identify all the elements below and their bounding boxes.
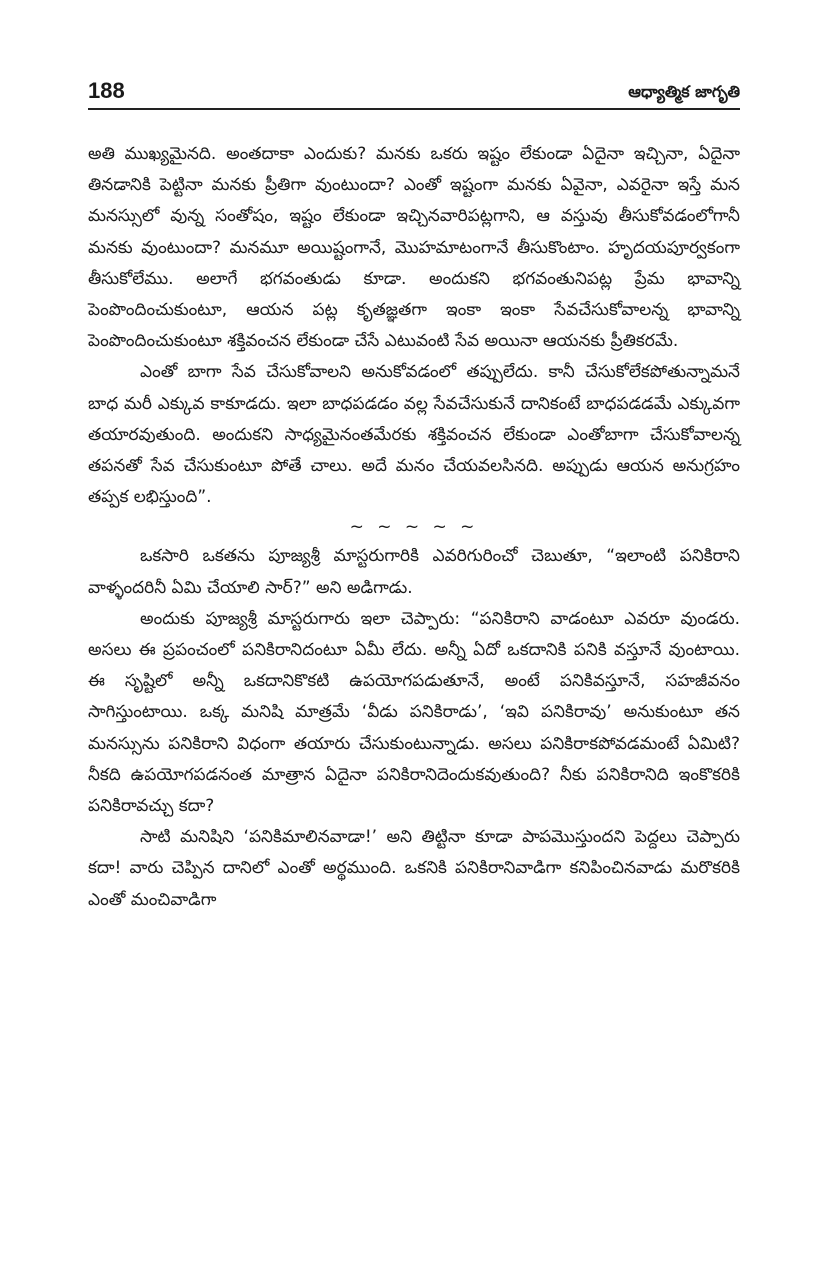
page-body bbox=[88, 139, 740, 916]
section-separator: ~ ~ ~ ~ ~ bbox=[349, 517, 479, 538]
paragraph-2: ఎంతో బాగా సేవ చేసుకోవాలని అనుకోవడంలో తప్పులేదు. కానీ చేసుకోలేకపోతున్నామనే బాధ మరీ ఎక్కువ కాకూడదు. ఇలా బాధపడడం వల్ల సేవచేసుకునే దానికంటే బాధపడడమే ఎక్కువగా తయారవుతుంది. అందుకని సాధ్యమైనంతమేరకు శక్తివంచన లేకుండా ఎంతోబాగా చేసుకోవాలన్న తపనతో సేవ చేసుకుంటూ పోతే చాలు. అదే మనం చేయవలసినది. అప్పుడు ఆయన అనుగ్రహం తప్పక లభిస్తుంది”. bbox=[88, 362, 740, 508]
paragraph-5: సాటి మనిషిని ‘పనికిమాలినవాడా!’ అని తిట్టినా కూడా పాపమొస్తుందని పెద్దలు చెప్పారు కదా! వారు చెప్పిన దానిలో ఎంతో అర్థముంది. ఒకనికి పనికిరానివాడిగా కనిపించినవాడు మరొకరికి ఎంతో మంచివాడిగా bbox=[88, 827, 740, 910]
page-header bbox=[88, 78, 740, 110]
paragraph-4: అందుకు పూజ్యశ్రీ మాస్టరుగారు ఇలా చెప్పారు: “పనికిరాని వాడంటూ ఎవరూ వుండరు. అసలు ఈ ప్రపంచంలో పనికిరానిదంటూ ఏమీ లేదు. అన్నీ ఏదో ఒకదానికి పనికి వస్తూనే వుంటాయి. ఈ సృష్టిలో అన్నీ ఒకదానికొకటి ఉపయోగపడుతూనే, అంటే పనికివస్తూనే, సహజీవనం సాగిస్తుంటాయి. ఒక్క మనిషి మాత్రమే ‘వీడు పనికిరాడు’, ‘ఇవి పనికిరావు’ అనుకుంటూ తన మనస్సును పనికిరాని విధంగా తయారు చేసుకుంటున్నాడు. అసలు పనికిరాకపోవడమంటే ఏమిటి? నీకది ఉపయోగపడనంత మాత్రాన ఏదైనా పనికిరానిదెందుకవుతుంది? నీకు పనికిరానిది ఇంకొకరికి పనికిరావచ్చు కదా? bbox=[88, 608, 740, 817]
paragraph-1: అతి ముఖ్యమైనది. అంతదాకా ఎందుకు? మనకు ఒకరు ఇష్టం లేకుండా ఏదైనా ఇచ్చినా, ఏదైనా తినడానికి పెట్టినా మనకు ప్రీతిగా వుంటుందా? ఎంతో ఇష్టంగా మనకు ఏవైనా, ఎవరైనా ఇస్తే మన మనస్సులో వున్న సంతోషం, ఇష్టం లేకుండా ఇచ్చినవారిపట్లగాని, ఆ వస్తువు తీసుకోవడంలోగానీ మనకు వుంటుందా? మనమూ అయిష్టంగానే, మొహమాటంగానే తీసుకొంటాం. హృదయపూర్వకంగా తీసుకోలేము. అలాగే భగవంతుడు కూడా. అందుకని భగవంతునిపట్ల ప్రేమ భావాన్ని పెంపొందించుకుంటూ, ఆయన పట్ల కృతజ్ఞతగా ఇంకా ఇంకా సేవచేసుకోవాలన్న భావాన్ని పెంపొందించుకుంటూ శక్తివంచన లేకుండా చేసే ఎటువంటి సేవ అయినా ఆయనకు ప్రీతికరమే. bbox=[88, 144, 740, 352]
paragraph-3: ఒకసారి ఒకతను పూజ్యశ్రీ మాస్టరుగారికి ఎవరిగురించో చెబుతూ, “ఇలాంటి పనికిరాని వాళ్ళందరినీ ఏమి చేయాలి సార్?” అని అడిగాడు. bbox=[88, 546, 740, 598]
page-number: 188 bbox=[88, 78, 125, 103]
running-title: ఆధ్యాత్మిక జాగృతి bbox=[628, 82, 740, 101]
